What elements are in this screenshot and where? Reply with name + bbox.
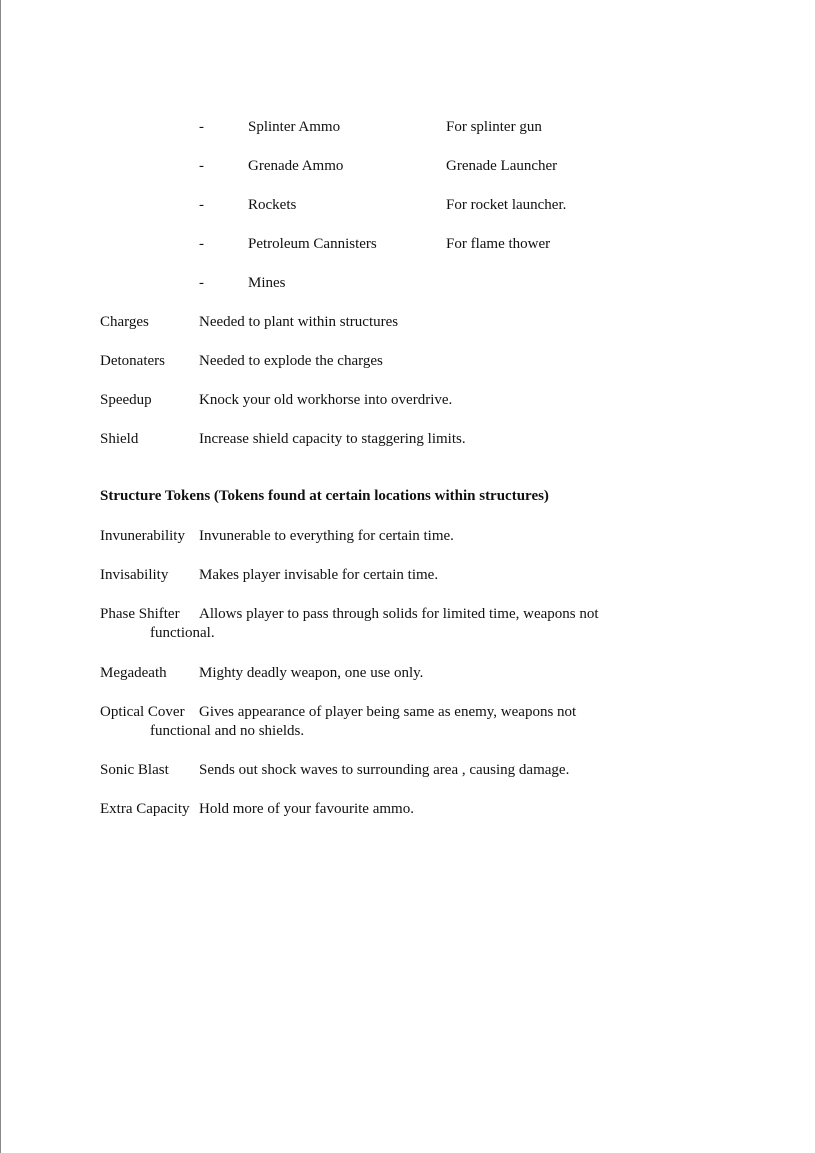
section-heading-structure-tokens: Structure Tokens (Tokens found at certain locations within structures): [100, 488, 549, 504]
ammo-description: For splinter gun: [446, 119, 542, 135]
token-label: Sonic Blast: [100, 762, 169, 778]
ammo-name: Mines: [248, 275, 286, 291]
ammo-description: For rocket launcher.: [446, 197, 567, 213]
token-description: Gives appearance of player being same as enemy, weapons not: [199, 704, 577, 720]
ammo-name: Splinter Ammo: [248, 119, 341, 135]
item-description: Needed to plant within structures: [199, 314, 399, 330]
token-description: Mighty deadly weapon, one use only.: [199, 665, 424, 681]
item-description: Knock your old workhorse into overdrive.: [199, 392, 453, 408]
token-description: Hold more of your favourite ammo.: [199, 801, 414, 817]
token-description-continuation: functional and no shields.: [150, 723, 305, 739]
token-description-continuation: functional.: [150, 625, 215, 641]
token-label: Optical Cover: [100, 704, 185, 720]
ammo-description: Grenade Launcher: [446, 158, 558, 174]
token-label: Invisability: [100, 567, 169, 583]
token-label: Invunerability: [100, 528, 185, 544]
item-description: Increase shield capacity to staggering limits.: [199, 431, 466, 447]
token-label: Megadeath: [100, 665, 167, 681]
token-description: Sends out shock waves to surrounding area , causing damage.: [199, 762, 570, 778]
ammo-description: For flame thower: [446, 236, 551, 252]
item-label: Speedup: [100, 392, 152, 408]
item-label: Shield: [100, 431, 139, 447]
list-dash: -: [199, 197, 204, 213]
ammo-name: Petroleum Cannisters: [248, 236, 377, 252]
item-label: Detonaters: [100, 353, 165, 369]
list-dash: -: [199, 236, 204, 252]
token-description: Invunerable to everything for certain time.: [199, 528, 454, 544]
token-description: Makes player invisable for certain time.: [199, 567, 439, 583]
token-label: Extra Capacity: [100, 801, 190, 817]
ammo-name: Grenade Ammo: [248, 158, 344, 174]
token-description: Allows player to pass through solids for limited time, weapons not: [199, 606, 599, 622]
list-dash: -: [199, 275, 204, 291]
ammo-name: Rockets: [248, 197, 297, 213]
item-label: Charges: [100, 314, 149, 330]
item-description: Needed to explode the charges: [199, 353, 383, 369]
token-label: Phase Shifter: [100, 606, 180, 622]
list-dash: -: [199, 119, 204, 135]
list-dash: -: [199, 158, 204, 174]
